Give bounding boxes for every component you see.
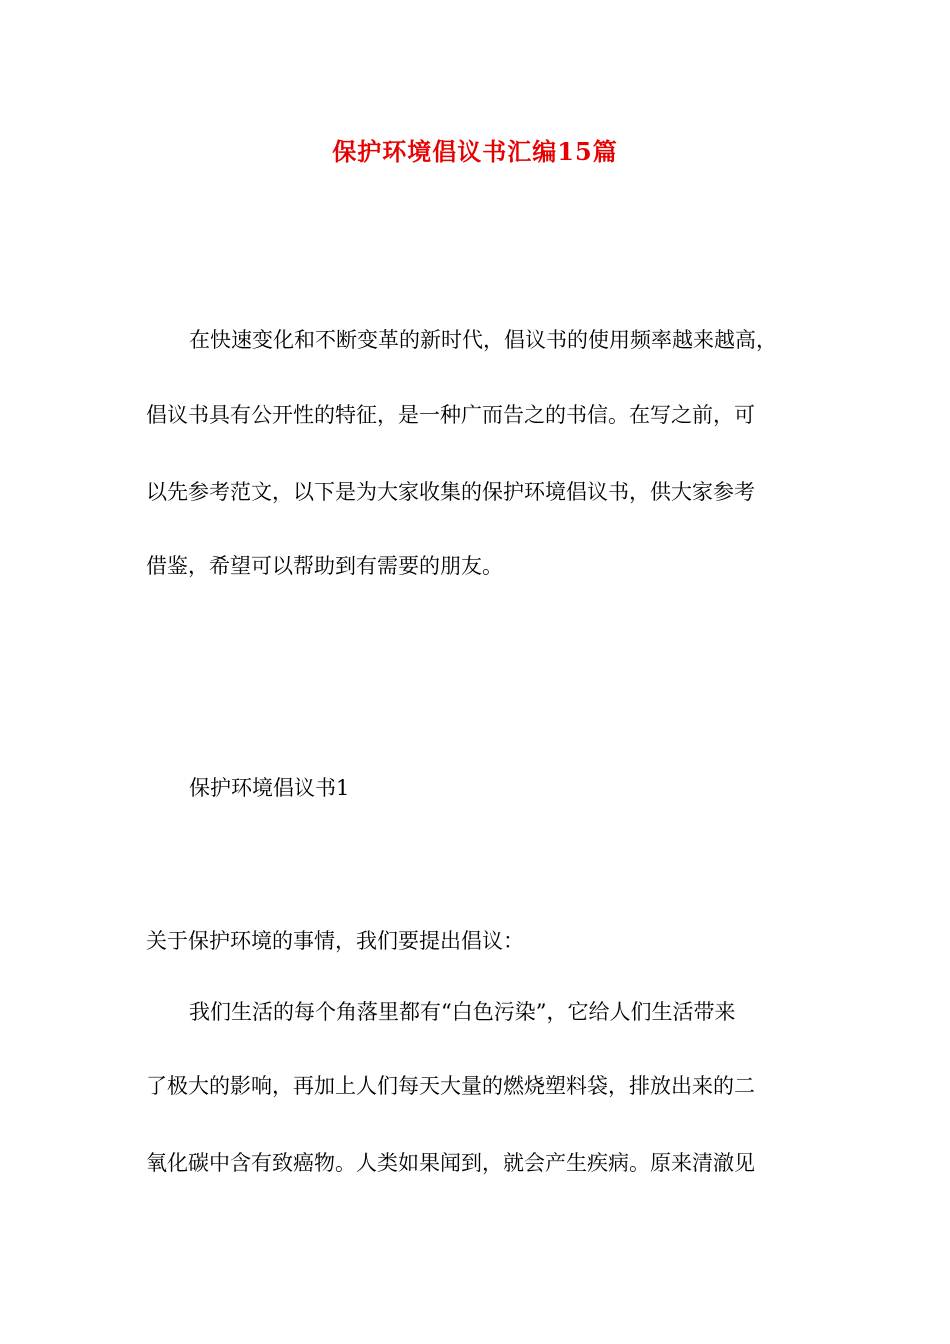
intro-line: 借鉴，希望可以帮助到有需要的朋友。 bbox=[146, 554, 503, 578]
body-line: 我们生活的每个角落里都有“白色污染”，它给人们生活带来 bbox=[189, 1000, 736, 1024]
body-line: 关于保护环境的事情，我们要提出倡议： bbox=[146, 929, 524, 953]
section-heading: 保护环境倡议书1 bbox=[189, 776, 350, 800]
document-title: 保护环境倡议书汇编15篇 bbox=[332, 137, 618, 166]
intro-line: 以先参考范文，以下是为大家收集的保护环境倡议书，供大家参考 bbox=[146, 480, 755, 504]
body-line: 了极大的影响，再加上人们每天大量的燃烧塑料袋，排放出来的二 bbox=[146, 1074, 755, 1098]
intro-line: 倡议书具有公开性的特征，是一种广而告之的书信。在写之前，可 bbox=[146, 403, 755, 427]
body-line: 氧化碳中含有致癌物。人类如果闻到，就会产生疾病。原来清澈见 bbox=[146, 1151, 755, 1175]
intro-line: 在快速变化和不断变革的新时代，倡议书的使用频率越来越高， bbox=[189, 328, 777, 352]
